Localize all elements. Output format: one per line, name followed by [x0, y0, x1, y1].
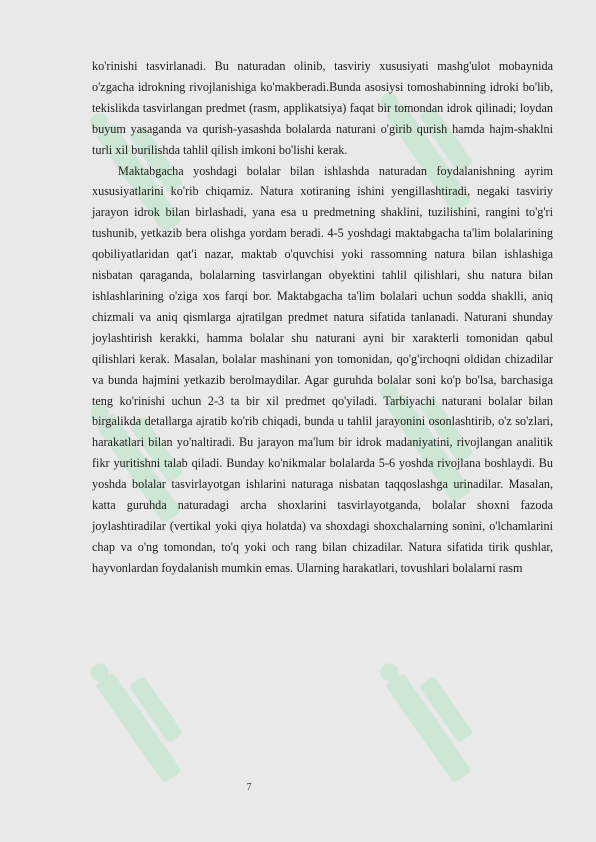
watermark-logo-icon	[360, 640, 520, 800]
page-number: 7	[246, 782, 252, 793]
body-text	[92, 56, 553, 579]
paragraph-2: Maktabgacha yoshdagi bolalar bilan ishlashda naturadan foydalanishning ayrim xususiyatlarini ko'rib chiqamiz. Natura xotiraning ishini yengillashtiradi, negaki tasviriy jarayon idrok bilan birlashadi, yana esa u predmetning shaklini, tuzilishini, rangini to'g'ri tushunib, yetkazib bera olishga yordam beradi. 4-5 yoshdagi maktabgacha ta'lim bolalarining qobiliyatlaridan qat'i nazar, maktab o'quvchisi yoki rassomning natura bilan ishlashiga nisbatan qaraganda, bolalarning tasvirlangan obyektini tahlil qilishlari, shu natura bilan ishlashlarining o'ziga xos farqi bor. Maktabgacha ta'lim bolalari uchun sodda shaklli, aniq chizmali va aniq qismlarga ajratilgan predmet natura sifatida tanlanadi. Naturani shunday joylashtirish kerakki, hamma bolalar shu naturani ayni bir xarakterli tomonidan qabul qilishlari kerak. Masalan, bolalar mashinani yon tomonidan, qo'g'irchoqni oldidan chizadilar va bunda hajmini yetkazib berolmaydilar. Agar guruhda bolalar soni ko'p bo'lsa, barchasiga teng ko'rinishi uchun 2-3 ta bir xil predmet qo'yiladi. Tarbiyachi naturani bolalar bilan birgalikda detallarga ajratib ko'rib chiqadi, bunda u tahlil jarayonini osonlashtirib, o'z so'zlari, harakatlari bilan yo'naltiradi. Bu jarayon ma'lum bir idrok madaniyatini, rivojlangan analitik fikr yuritishni talab qiladi. Bunday ko'nikmalar bolalarda 5-6 yoshda rivojlana boshlaydi. Bu yoshda bolalar tasvirlayotgan ishlarini naturaga nisbatan taqqoslashga urinadilar. Masalan, katta guruhda naturadagi archa shoxlarini tasvirlayotganda, bolalar shoxni fazoda joylashtiradilar (vertikal yoki qiya holatda) va shoxdagi shoxchalarning sonini, o'lchamlarini chap va o'ng tomondan, to'q yoki och rang bilan chizadilar. Natura sifatida tirik qushlar, hayvonlardan foydalanish mumkin emas. Ularning harakatlari, tovushlari bolalarni rasm	[92, 163, 553, 575]
paragraph-1: ko'rinishi tasvirlanadi. Bu naturadan olinib, tasviriy xususiyati mashg'ulot mobaynida o'zgacha idrokning rivojlanishiga ko'makberadi.Bunda asosiysi tomoshabinning idroki bo'lib, tekislikda tasvirlangan predmet (rasm, applikatsiya) faqat bir tomondan idrok qilinadi; loydan buyum yasaganda va qurish-yasashda bolalarda naturani o'girib qurish hamda hajm-shaklni turli xil burilishda tahlil qilish imkoni bo'lishi kerak.	[92, 59, 553, 157]
watermark-logo-icon	[70, 640, 230, 800]
